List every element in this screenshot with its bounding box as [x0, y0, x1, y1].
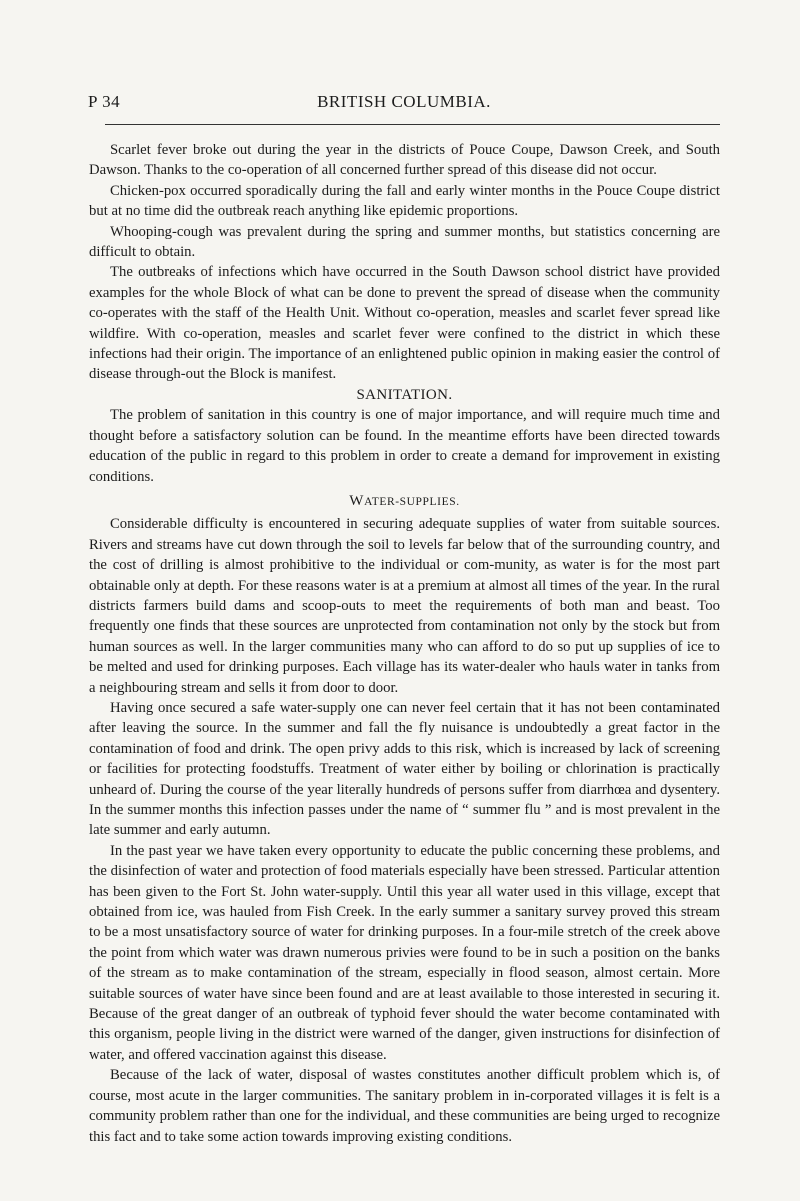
- paragraph-sanitation: The problem of sanitation in this country is one of major importance, and will require much time and thought before a satisfactory solution can be found. In the meantime efforts have been directed towards education of the public in regard to this problem in order to create a demand for improvement in existing conditions.: [89, 407, 720, 485]
- page-header: [88, 92, 720, 114]
- running-title: BRITISH COLUMBIA.: [317, 92, 491, 111]
- paragraph-whooping-cough: Whooping-cough was prevalent during the spring and summer months, but statistics concerning are difficult to obtain.: [89, 223, 720, 261]
- heading-rest: ATER-SUPPLIES.: [364, 495, 460, 508]
- paragraph-water-education: In the past year we have taken every opportunity to educate the public concerning these problems, and the disinfection of water and protection of food materials especially have been stressed. Particular attention has been given to the Fort St. John water-supply. Until this year all water used in this village, except that obtained from ice, was hauled from Fish Creek. In the early summer a sanitary survey proved this stream to be a most unsatisfactory source of water for drinking purposes. In a four-mile stretch of the creek above the point from which water was drawn numerous privies were found to be in such a position on the banks of the stream as to make contamination of the stream, especially in flood season, almost certain. More suitable sources of water have since been found and are at least available to those interested in securing it. Because of the great danger of an outbreak of typhoid fever should the water become contaminated with this organism, people living in the district were warned of the danger, given instructions for disinfection of water, and offered vaccination against this disease.: [89, 842, 720, 1063]
- page-number: P 34: [88, 92, 121, 111]
- paragraph-chicken-pox: Chicken-pox occurred sporadically during the fall and early winter months in the Pouce Coupe district but at no time did the outbreak reach anything like epidemic proportions.: [89, 182, 720, 220]
- body-text: [89, 140, 720, 1147]
- heading-initial: W: [349, 492, 365, 509]
- section-heading-water-supplies: [89, 491, 720, 512]
- paragraph-outbreaks: The outbreaks of infections which have occurred in the South Dawson school district have provided examples for the whole Block of what can be done to prevent the spread of disease when the community co-operates with the staff of the Health Unit. Without co-operation, measles and scarlet fever spread like wildfire. With co-operation, measles and scarlet fever were confined to the district in which these infections had their origin. The importance of an enlightened public opinion in making easier the control of disease through-out the Block is manifest.: [89, 264, 720, 383]
- section-heading-sanitation: SANITATION.: [356, 386, 453, 403]
- paragraph-waste-disposal: Because of the lack of water, disposal of wastes constitutes another difficult problem which is, of course, most acute in the larger communities. The sanitary problem in in-corporated villages it is felt is a community problem rather than one for the individual, and these communities are being urged to recognize this fact and to take some action towards improving existing conditions.: [89, 1067, 720, 1145]
- paragraph-water-difficulty: Considerable difficulty is encountered in securing adequate supplies of water from suitable sources. Rivers and streams have cut down through the soil to levels far below that of the surrounding country, and the cost of drilling is almost prohibitive to the individual or com-munity, as water is for the most part obtainable only at depth. For these reasons water is at a premium at almost all times of the year. In the rural districts farmers build dams and scoop-outs to meet the requirements of both man and beast. Too frequently one finds that these sources are unprotected from contamination not only by the stock but from human sources as well. In the larger communities many who can afford to do so put up supplies of ice to be melted and used for drinking purposes. Each village has its water-dealer who hauls water in tanks from a neighbouring stream and sells it from door to door.: [89, 516, 720, 696]
- paragraph-scarlet-fever: Scarlet fever broke out during the year in the districts of Pouce Coupe, Dawson Creek, and South Dawson. Thanks to the co-operation of all concerned further spread of this disease did not occur.: [89, 142, 720, 179]
- paragraph-water-contamination: Having once secured a safe water-supply one can never feel certain that it has not been contaminated after leaving the source. In the summer and fall the fly nuisance is undoubtedly a great factor in the contamination of food and drink. The open privy adds to this risk, which is increased by lack of screening or facilities for protecting foodstuffs. Treatment of water either by boiling or chlorination is practically unheard of. During the course of the year literally hundreds of persons suffer from diarrhœa and dysentery. In the summer months this infection passes under the name of “ summer flu ” and is most prevalent in the late summer and early autumn.: [89, 699, 720, 839]
- header-rule: [105, 124, 720, 125]
